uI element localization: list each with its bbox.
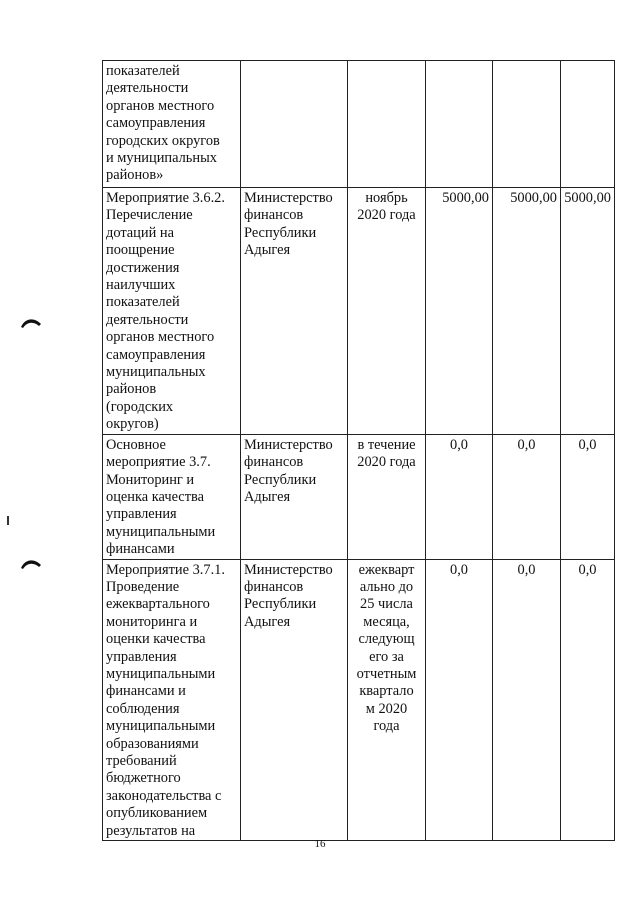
measure-name-cell-line: дотаций на	[106, 224, 174, 241]
measure-name-cell-line: законодательства с	[106, 787, 222, 804]
measure-name-cell-line: поощрение	[106, 242, 175, 259]
measure-name-cell-line: районов»	[106, 167, 164, 184]
measure-name-cell-line: мониторинга и	[106, 613, 198, 630]
deadline-cell-line: его за	[369, 648, 404, 665]
measure-name-cell-line: соблюдения	[106, 700, 180, 717]
executor-cell-line: Республики	[244, 596, 317, 613]
executor-cell	[241, 434, 348, 559]
measure-name-cell-line: районов	[106, 381, 157, 398]
funding-value-cell: 5000,00	[561, 188, 615, 435]
measure-name-cell-line: муниципальными	[106, 523, 216, 540]
funding-value-cell	[493, 61, 561, 188]
deadline-cell-line: 25 числа	[360, 596, 413, 613]
table-row	[103, 188, 615, 435]
deadline-cell-line: 2020 года	[357, 454, 416, 471]
executor-cell-line: Республики	[244, 224, 317, 241]
funding-value-cell: 0,0	[493, 559, 561, 841]
measure-name-cell-line: Перечисление	[106, 207, 193, 224]
executor-cell-line: Республики	[244, 471, 317, 488]
measure-name-cell-line: бюджетного	[106, 770, 181, 787]
measure-name-cell-line: муниципальными	[106, 718, 216, 735]
deadline-cell	[348, 559, 426, 841]
measure-name-cell	[103, 188, 241, 435]
deadline-cell	[348, 434, 426, 559]
scan-mark-icon	[20, 557, 42, 569]
measure-name-cell-line: Мероприятие 3.7.1.	[106, 561, 225, 578]
measure-name-cell-line: требований	[106, 753, 177, 769]
measure-name-cell-line: самоуправления	[106, 115, 206, 132]
measure-name-cell-line: мероприятие 3.7.	[106, 454, 211, 471]
measure-name-cell-line: наилучших	[106, 277, 176, 294]
funding-value-cell: 0,0	[561, 559, 615, 841]
executor-cell-line: Адыгея	[244, 613, 291, 630]
executor-cell	[241, 188, 348, 435]
measure-name-cell	[103, 434, 241, 559]
deadline-cell-line: месяца,	[363, 613, 410, 630]
deadline-cell-line: м 2020	[365, 700, 408, 717]
measure-name-cell-line: опубликованием	[106, 805, 208, 822]
deadline-cell-line: 2020 года	[357, 207, 416, 224]
funding-value-cell	[561, 61, 615, 188]
deadline-cell-line: отчетным	[356, 665, 417, 682]
deadline-cell-line: ежекварт	[358, 561, 415, 578]
measure-name-cell-line: управления	[106, 506, 177, 523]
executor-cell-line: Адыгея	[244, 488, 291, 505]
measure-name-cell-line: показателей	[106, 63, 180, 79]
measure-name-cell-line: Мероприятие 3.6.2.	[106, 190, 225, 206]
measure-name-cell-line: муниципальными	[106, 665, 216, 682]
measure-name-cell-line: оценки качества	[106, 631, 206, 648]
measure-name-cell-line: самоуправления	[106, 346, 206, 363]
measure-name-cell-line: результатов на	[106, 822, 196, 839]
measure-name-cell-line: деятельности	[106, 311, 189, 328]
executor-cell-line: финансов	[244, 578, 304, 595]
measure-name-cell-line: Основное	[106, 436, 166, 453]
funding-value-cell	[426, 61, 493, 188]
funding-value-cell: 0,0	[561, 434, 615, 559]
scan-speck	[7, 516, 9, 525]
funding-value-cell: 0,0	[493, 434, 561, 559]
funding-value-cell: 5000,00	[426, 188, 493, 435]
measure-name-cell	[103, 61, 241, 188]
funding-value-cell: 5000,00	[493, 188, 561, 435]
deadline-cell-line: в течение	[357, 436, 416, 453]
measure-name-cell-line: муниципальных	[106, 364, 206, 381]
measure-name-cell-line: финансами и	[106, 683, 186, 700]
executor-cell	[241, 61, 348, 188]
measure-name-cell-line: управления	[106, 648, 177, 665]
deadline-cell	[348, 61, 426, 188]
executor-cell-line: Министерство	[244, 190, 333, 206]
measure-name-cell-line: и муниципальных	[106, 150, 217, 167]
executor-cell-line: финансов	[244, 207, 304, 224]
measure-name-cell-line: органов местного	[106, 329, 215, 346]
deadline-cell-line: квартало	[359, 683, 414, 700]
deadline-cell-line: года	[373, 718, 400, 735]
executor-cell-line: финансов	[244, 454, 304, 471]
measure-name-cell-line: деятельности	[106, 80, 189, 97]
measure-name-cell-line: ежеквартального	[106, 596, 210, 613]
scan-mark-icon	[20, 316, 42, 328]
table-body	[103, 61, 615, 841]
funding-value-cell: 0,0	[426, 559, 493, 841]
measure-name-cell-line: финансами	[106, 541, 175, 558]
measure-name-cell-line: достижения	[106, 259, 180, 276]
measure-name-cell-line: городских округов	[106, 132, 220, 149]
measure-name-cell-line: оценка качества	[106, 488, 204, 505]
measure-name-cell-line: органов местного	[106, 97, 215, 114]
executor-cell	[241, 559, 348, 841]
deadline-cell-line: ноябрь	[365, 190, 408, 206]
measure-name-cell-line: показателей	[106, 294, 180, 311]
measures-table	[102, 60, 615, 841]
table-row	[103, 434, 615, 559]
measure-name-cell-line: Проведение	[106, 578, 180, 595]
measure-name-cell	[103, 559, 241, 841]
measure-name-cell-line: округов)	[106, 416, 159, 433]
page-number: 16	[314, 838, 326, 850]
measure-name-cell-line: образованиями	[106, 735, 199, 752]
executor-cell-line: Адыгея	[244, 242, 291, 259]
deadline-cell	[348, 188, 426, 435]
measure-name-cell-line: (городских	[106, 398, 174, 415]
deadline-cell-line: следующ	[358, 631, 415, 648]
executor-cell-line: Министерство	[244, 436, 333, 453]
table-row	[103, 61, 615, 188]
executor-cell-line: Министерство	[244, 561, 333, 578]
table-row	[103, 559, 615, 841]
deadline-cell-line: ально до	[359, 578, 414, 595]
measure-name-cell-line: Мониторинг и	[106, 471, 195, 488]
funding-value-cell: 0,0	[426, 434, 493, 559]
